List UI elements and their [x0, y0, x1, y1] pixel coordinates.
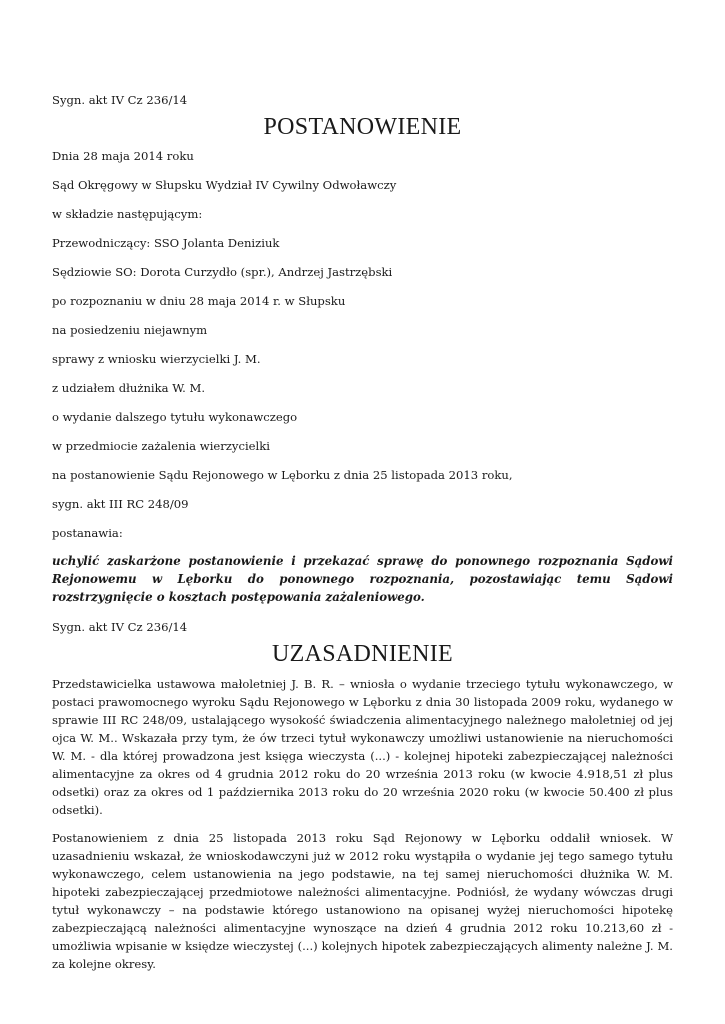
session-type: na posiedzeniu niejawnym: [52, 323, 208, 337]
composition-label: w składzie następującym:: [52, 207, 203, 221]
justification-case-reference: Sygn. akt IV Cz 236/14: [52, 620, 188, 634]
case-subject: o wydanie dalszego tytułu wykonawczego: [52, 410, 298, 424]
document-title: POSTANOWIENIE: [263, 114, 462, 140]
decision-date: Dnia 28 maja 2014 roku: [52, 149, 194, 163]
case-reference: Sygn. akt IV Cz 236/14: [52, 93, 188, 107]
lower-court-ref: sygn. akt III RC 248/09: [52, 497, 189, 511]
justification-paragraph: Przedstawicielka ustawowa małoletniej J. B. R. – wniosła o wydanie trzeciego tytułu wykonawczego, w postaci prawomocnego wyroku Sądu Rejonowego w Lęborku z dnia 30 listopada 2009 roku, wydanego w sprawie III RC 248/09, ustalającego wysokość świadczenia alimentacyjnego należnego małoletniej od jej ojca W. M.. Wskazała przy tym, że ów trzeci tytuł wykonawczy umożliwi ustanowienie na nieruchomości W. M. - dla której prowadzona jest księga wieczysta (...) - kolejnej hipoteki zabezpieczającej należności alimentacyjne za okres od 4 grudnia 2012 roku do 20 września 2013 roku (w kwocie 4.918,51 zł plus odsetki) oraz za okres od 1 października 2013 roku do 20 września 2020 roku (w kwocie 50.400 zł plus odsetki).: [52, 677, 673, 817]
presiding-judge: Przewodniczący: SSO Jolanta Deniziuk: [52, 236, 280, 250]
complaint-subject: w przedmiocie zażalenia wierzycielki: [52, 439, 270, 453]
justification-paragraph: Postanowieniem z dnia 25 listopada 2013 roku Sąd Rejonowy w Lęborku oddalił wniosek. W uzasadnieniu wskazał, że wnioskodawczyni już w 2012 roku wystąpiła o wydanie jej tego samego tytułu wykonawczego, celem ustanowienia na jego podstawie, na tej samej nieruchomości dłużnika W. M. hipoteki zabezpieczającej przedmiotowe należności alimentacyjne. Podniósł, że wydany wówczas drugi tytuł wykonawczy – na podstawie którego ustanowiono na opisanej wyżej nieruchomości hipotekę zabezpieczającą należności alimentacyjne wynoszące na dzień 4 grudnia 2012 roku 10.213,60 zł - umożliwia wpisanie w księdze wieczystej (...) kolejnych hipotek zabezpieczających alimenty należne J. M. za kolejne okresy.: [52, 831, 673, 971]
appealed-decision: na postanowienie Sądu Rejonowego w Lęborku z dnia 25 listopada 2013 roku,: [52, 468, 513, 482]
justification-title: UZASADNIENIE: [272, 641, 453, 667]
hearing-info: po rozpoznaniu w dniu 28 maja 2014 r. w Słupsku: [52, 294, 346, 308]
decides-label: postanawia:: [52, 526, 123, 540]
court-name: Sąd Okręgowy w Słupsku Wydział IV Cywilny Odwoławczy: [52, 178, 397, 192]
decision-text: uchylić zaskarżone postanowienie i przekazać sprawę do ponownego rozpoznania Sądowi Rejonowemu w Lęborku do ponownego rozpoznania, pozostawiając temu Sądowi rozstrzygnięcie o kosztach postępowania zażaleniowego.: [52, 554, 673, 604]
case-debtor: z udziałem dłużnika W. M.: [52, 381, 206, 395]
case-applicant: sprawy z wniosku wierzycielki J. M.: [52, 352, 261, 366]
judges: Sędziowie SO: Dorota Curzydło (spr.), Andrzej Jastrzębski: [52, 265, 393, 279]
